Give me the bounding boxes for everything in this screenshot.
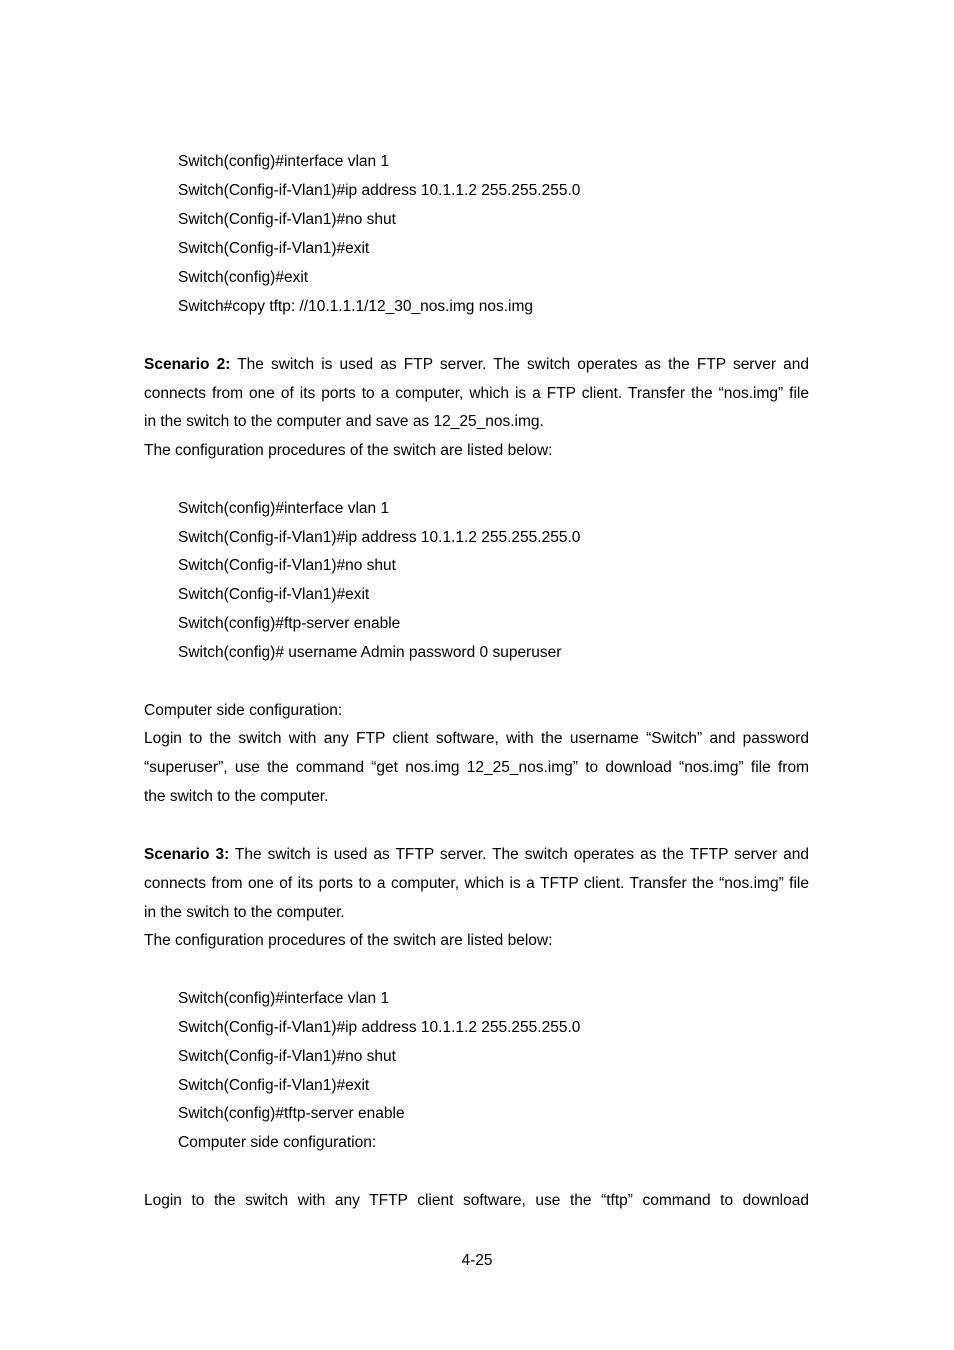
command-line: Switch(Config-if-Vlan1)#no shut bbox=[178, 211, 396, 228]
command-line: Switch(Config-if-Vlan1)#ip address 10.1.1.2 255.255.255.0 bbox=[178, 529, 581, 546]
scenario-3-paragraph-line bbox=[144, 845, 809, 865]
scenario-3-paragraph-line: connects from one of its ports to a computer, which is a TFTP client. Transfer the “nos.img” file bbox=[144, 875, 809, 892]
scenario-2-text: The switch is used as FTP server. The switch operates as the FTP server and bbox=[230, 356, 809, 373]
command-line: Switch#copy tftp: //10.1.1.1/12_30_nos.img nos.img bbox=[178, 298, 533, 315]
command-line: Switch(config)#ftp-server enable bbox=[178, 615, 401, 632]
command-line: Switch(Config-if-Vlan1)#no shut bbox=[178, 557, 396, 574]
page-number: 4-25 bbox=[461, 1252, 493, 1269]
scenario-3-procedure-intro: The configuration procedures of the switch are listed below: bbox=[144, 932, 553, 949]
command-line: Switch(Config-if-Vlan1)#exit bbox=[178, 240, 370, 257]
command-line: Switch(Config-if-Vlan1)#exit bbox=[178, 586, 370, 603]
computer-side-paragraph-line: the switch to the computer. bbox=[144, 788, 329, 805]
computer-side-paragraph-line: Login to the switch with any FTP client software, with the username “Switch” and password bbox=[144, 730, 809, 747]
computer-side-heading: Computer side configuration: bbox=[144, 702, 343, 719]
scenario-2-paragraph-line bbox=[144, 355, 809, 375]
command-line: Switch(Config-if-Vlan1)#ip address 10.1.1.2 255.255.255.0 bbox=[178, 1019, 581, 1036]
command-line: Switch(Config-if-Vlan1)#exit bbox=[178, 1077, 370, 1094]
command-line: Switch(config)#exit bbox=[178, 269, 309, 286]
scenario-2-procedure-intro: The configuration procedures of the switch are listed below: bbox=[144, 442, 553, 459]
command-line: Switch(config)#tftp-server enable bbox=[178, 1105, 405, 1122]
command-line: Switch(Config-if-Vlan1)#ip address 10.1.1.2 255.255.255.0 bbox=[178, 182, 581, 199]
scenario-2-label: Scenario 2: bbox=[144, 356, 231, 373]
command-line: Switch(Config-if-Vlan1)#no shut bbox=[178, 1048, 396, 1065]
computer-side-heading: Computer side configuration: bbox=[178, 1134, 377, 1151]
command-line: Switch(config)#interface vlan 1 bbox=[178, 500, 390, 517]
final-paragraph-line: Login to the switch with any TFTP client software, use the “tftp” command to download bbox=[144, 1192, 809, 1209]
command-line: Switch(config)# username Admin password 0 superuser bbox=[178, 644, 562, 661]
scenario-2-paragraph-line: connects from one of its ports to a computer, which is a FTP client. Transfer the “nos.img” file bbox=[144, 385, 809, 402]
scenario-3-paragraph-line: in the switch to the computer. bbox=[144, 904, 345, 921]
scenario-3-label: Scenario 3: bbox=[144, 846, 230, 863]
command-line: Switch(config)#interface vlan 1 bbox=[178, 153, 390, 170]
scenario-2-paragraph-line: in the switch to the computer and save as 12_25_nos.img. bbox=[144, 413, 544, 430]
scenario-3-text: The switch is used as TFTP server. The switch operates as the TFTP server and bbox=[229, 846, 809, 863]
command-line: Switch(config)#interface vlan 1 bbox=[178, 990, 390, 1007]
computer-side-paragraph-line: “superuser”, use the command “get nos.img 12_25_nos.img” to download “nos.img” file from bbox=[144, 759, 809, 776]
